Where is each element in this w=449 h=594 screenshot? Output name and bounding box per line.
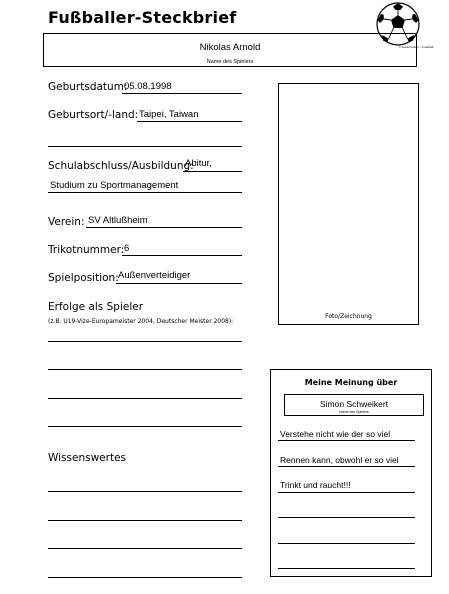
education-label: Schulabschluss/Ausbildung: — [48, 160, 194, 172]
education-value-1[interactable]: Abitur, — [185, 158, 212, 169]
trivia-line-1[interactable] — [48, 491, 242, 492]
page-title: Fußballer-Steckbrief — [48, 8, 237, 27]
opinion-line-1 — [278, 440, 415, 441]
position-label: Spielposition: — [48, 272, 119, 284]
jersey-value[interactable]: 6 — [124, 243, 130, 254]
achievements-line-2[interactable] — [48, 369, 242, 370]
position-value[interactable]: Außenverteidiger — [118, 270, 191, 281]
trivia-line-4[interactable] — [48, 577, 242, 578]
education-line-1 — [183, 171, 242, 172]
achievements-line-3[interactable] — [48, 398, 242, 399]
opinion-line-2 — [278, 466, 415, 467]
jersey-line — [122, 255, 242, 256]
photo-box[interactable] — [278, 83, 419, 325]
birthplace-value[interactable]: Taipei, Taiwan — [139, 109, 199, 120]
opinion-box — [270, 369, 432, 577]
jersey-label: Trikotnummer: — [48, 244, 125, 256]
opinion-line-4[interactable] — [278, 517, 415, 518]
opinion-line-5[interactable] — [278, 543, 415, 544]
education-line-2 — [48, 192, 242, 193]
opinion-player-name[interactable]: Simon Schweikert — [319, 399, 389, 409]
opinion-line-6[interactable] — [278, 568, 415, 569]
birthplace-line-2 — [48, 146, 242, 147]
opinion-name-caption: Name des Spielers — [339, 410, 369, 414]
opinion-name-box — [284, 394, 424, 416]
trivia-label: Wissenswertes — [48, 452, 127, 464]
opinion-line-text-3[interactable]: Trinkt und raucht!!! — [280, 480, 351, 490]
trivia-line-3[interactable] — [48, 548, 242, 549]
birthdate-label: Geburtsdatum: — [48, 81, 128, 93]
opinion-title: Meine Meinung über — [304, 378, 398, 387]
photo-caption: Foto/Zeichnung — [325, 313, 372, 320]
copyright-text: © Auna Gruber – Fussball — [398, 45, 434, 49]
birthdate-line — [122, 93, 242, 94]
club-label: Verein: — [48, 216, 85, 228]
player-name[interactable]: Nikolas Arnold — [199, 42, 261, 53]
birthplace-label: Geburtsort/-land: — [48, 109, 139, 121]
player-name-box — [43, 33, 434, 67]
opinion-line-3 — [278, 492, 415, 493]
player-name-caption: Name des Spielers — [206, 59, 254, 65]
achievements-line-4[interactable] — [48, 426, 242, 427]
club-value[interactable]: SV Altlußheim — [88, 215, 148, 226]
opinion-line-text-2[interactable]: Rennen kann, obwohl er so viel — [280, 455, 399, 465]
achievements-hint: (z.B. U19-Vize-Europameister 2004, Deutscher Meister 2008): — [48, 318, 234, 325]
opinion-line-text-1[interactable]: Verstehe nicht wie der so viel — [280, 429, 391, 439]
achievements-label: Erfolge als Spieler — [48, 301, 144, 313]
club-line — [86, 227, 242, 228]
position-line — [116, 283, 242, 284]
birthdate-value[interactable]: 05.08.1998 — [124, 81, 172, 92]
achievements-line-1[interactable] — [48, 341, 242, 342]
education-value-2[interactable]: Studium zu Sportmanagement — [50, 180, 179, 191]
birthplace-line — [137, 121, 242, 122]
trivia-line-2[interactable] — [48, 520, 242, 521]
